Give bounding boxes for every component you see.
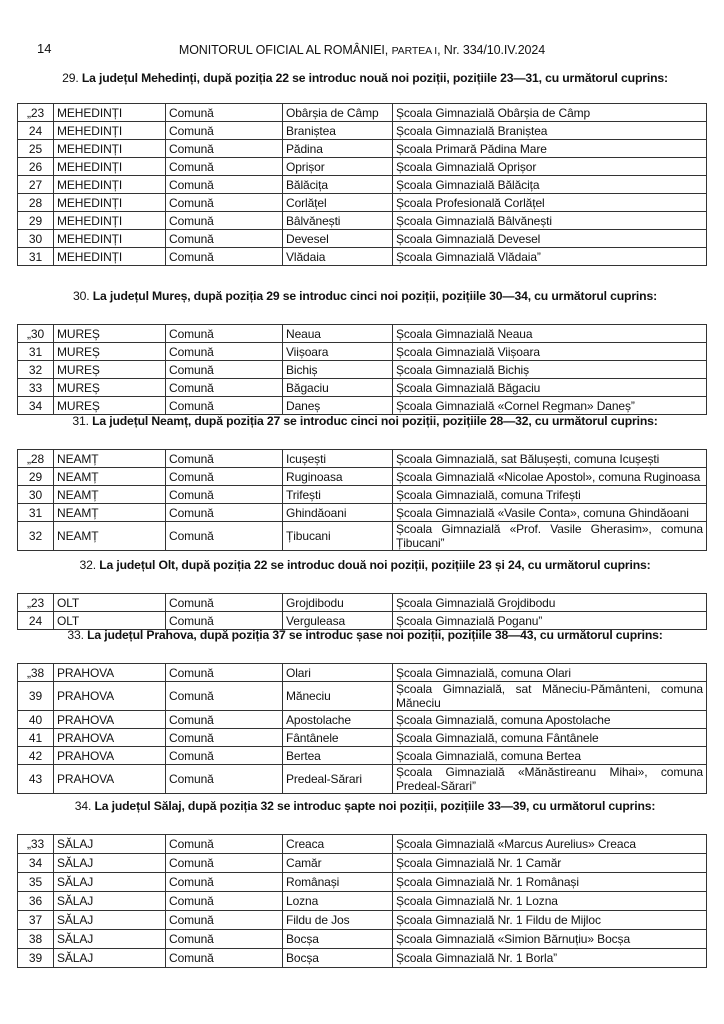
school-name-cell: Școala Gimnazială Neaua — [393, 325, 707, 343]
locality-cell: Predeal-Sărari — [283, 765, 393, 794]
locality-cell: Braniștea — [283, 122, 393, 140]
school-name-cell: Școala Gimnazială Viișoara — [393, 343, 707, 361]
school-name-cell: Școala Gimnazială, comuna Trifești — [393, 486, 707, 504]
table-row — [18, 248, 707, 266]
position-number-cell: 29 — [18, 468, 54, 486]
school-name-cell: Școala Gimnazială «Prof. Vasile Gherasim», comuna Țibucani” — [393, 522, 707, 551]
section-olt — [17, 556, 707, 630]
position-number-cell: 31 — [18, 248, 54, 266]
unit-type-cell: Comună — [166, 230, 283, 248]
school-name-cell: Școala Gimnazială, comuna Apostolache — [393, 711, 707, 729]
locality-cell: Băgaciu — [283, 379, 393, 397]
county-cell: OLT — [54, 594, 166, 612]
locality-cell: Icușești — [283, 450, 393, 468]
county-cell: MEHEDINȚI — [54, 176, 166, 194]
locality-cell: Bocșa — [283, 949, 393, 968]
positions-table — [17, 449, 707, 551]
position-number-cell: 31 — [18, 343, 54, 361]
locality-cell: Fildu de Jos — [283, 911, 393, 930]
section-heading: 29. La județul Mehedinți, după poziția 22 se introduc nouă noi poziții, pozițiile 23—31, cu următorul cuprins: — [62, 71, 668, 85]
unit-type-cell: Comună — [166, 873, 283, 892]
table-row — [18, 522, 707, 551]
school-name-cell: Școala Gimnazială Obârșia de Câmp — [393, 104, 707, 122]
school-name-cell: Școala Gimnazială Nr. 1 Borla” — [393, 949, 707, 968]
table-row — [18, 450, 707, 468]
county-cell: MUREȘ — [54, 379, 166, 397]
position-number-cell: 29 — [18, 212, 54, 230]
position-number-cell: 26 — [18, 158, 54, 176]
table-row — [18, 682, 707, 711]
county-cell: PRAHOVA — [54, 729, 166, 747]
school-name-cell: Școala Gimnazială, comuna Fântânele — [393, 729, 707, 747]
county-cell: PRAHOVA — [54, 765, 166, 794]
table-row — [18, 747, 707, 765]
school-name-cell: Școala Gimnazială «Vasile Conta», comuna Ghindăoani — [393, 504, 707, 522]
locality-cell: Fântânele — [283, 729, 393, 747]
table-row — [18, 122, 707, 140]
school-name-cell: Școala Gimnazială Nr. 1 Lozna — [393, 892, 707, 911]
locality-cell: Bocșa — [283, 930, 393, 949]
county-cell: NEAMȚ — [54, 504, 166, 522]
county-cell: NEAMȚ — [54, 468, 166, 486]
unit-type-cell: Comună — [166, 450, 283, 468]
unit-type-cell: Comună — [166, 122, 283, 140]
unit-type-cell: Comună — [166, 892, 283, 911]
position-number-cell: 30 — [18, 230, 54, 248]
section-mehedinti — [17, 69, 707, 266]
school-name-cell: Școala Gimnazială Oprișor — [393, 158, 707, 176]
position-number-cell: 30 — [18, 486, 54, 504]
position-number-cell: 24 — [18, 612, 54, 630]
positions-table — [17, 103, 707, 266]
unit-type-cell: Comună — [166, 486, 283, 504]
unit-type-cell: Comună — [166, 140, 283, 158]
school-name-cell: Școala Gimnazială «Nicolae Apostol», comuna Ruginoasa — [393, 468, 707, 486]
position-number-cell: 33 — [18, 379, 54, 397]
table-row — [18, 835, 707, 854]
table-row — [18, 911, 707, 930]
locality-cell: Bălăcița — [283, 176, 393, 194]
table-row — [18, 104, 707, 122]
positions-table — [17, 324, 707, 415]
positions-table — [17, 834, 707, 968]
school-name-cell: Școala Gimnazială «Cornel Regman» Daneș” — [393, 397, 707, 415]
county-cell: PRAHOVA — [54, 711, 166, 729]
unit-type-cell: Comună — [166, 158, 283, 176]
school-name-cell: Școala Primară Pădina Mare — [393, 140, 707, 158]
position-number-cell: 35 — [18, 873, 54, 892]
locality-cell: Bichiș — [283, 361, 393, 379]
unit-type-cell: Comună — [166, 930, 283, 949]
unit-type-cell: Comună — [166, 854, 283, 873]
position-number-cell: 39 — [18, 682, 54, 711]
locality-cell: Vlădaia — [283, 248, 393, 266]
school-name-cell: Școala Gimnazială Devesel — [393, 230, 707, 248]
unit-type-cell: Comună — [166, 194, 283, 212]
table-row — [18, 176, 707, 194]
table-row — [18, 361, 707, 379]
school-name-cell: Școala Profesională Corlățel — [393, 194, 707, 212]
section-mures — [17, 287, 707, 415]
position-number-cell: „33 — [18, 835, 54, 854]
locality-cell: Camăr — [283, 854, 393, 873]
county-cell: PRAHOVA — [54, 682, 166, 711]
school-name-cell: Școala Gimnazială «Simion Bărnuțiu» Bocșa — [393, 930, 707, 949]
section-neamt — [17, 412, 707, 551]
table-row — [18, 486, 707, 504]
unit-type-cell: Comună — [166, 379, 283, 397]
unit-type-cell: Comună — [166, 949, 283, 968]
school-name-cell: Școala Gimnazială Braniștea — [393, 122, 707, 140]
county-cell: NEAMȚ — [54, 522, 166, 551]
unit-type-cell: Comună — [166, 104, 283, 122]
table-row — [18, 664, 707, 682]
position-number-cell: „23 — [18, 594, 54, 612]
position-number-cell: 32 — [18, 522, 54, 551]
county-cell: SĂLAJ — [54, 949, 166, 968]
locality-cell: Corlățel — [283, 194, 393, 212]
section-heading: 34. La județul Sălaj, după poziția 32 se introduc șapte noi poziții, pozițiile 33—39, cu următorul cuprins: — [74, 799, 656, 813]
table-row — [18, 594, 707, 612]
page-title: MONITORUL OFICIAL AL ROMÂNIEI, PARTEA I, Nr. 334/10.IV.2024 — [178, 43, 546, 57]
position-number-cell: 43 — [18, 765, 54, 794]
county-cell: SĂLAJ — [54, 892, 166, 911]
unit-type-cell: Comună — [166, 343, 283, 361]
locality-cell: Bâlvănești — [283, 212, 393, 230]
school-name-cell: Școala Gimnazială Grojdibodu — [393, 594, 707, 612]
section-heading: 31. La județul Neamț, după poziția 27 se introduc cinci noi poziții, pozițiile 28—32, cu următorul cuprins: — [72, 414, 658, 428]
county-cell: MUREȘ — [54, 325, 166, 343]
county-cell: MEHEDINȚI — [54, 230, 166, 248]
table-row — [18, 949, 707, 968]
county-cell: MUREȘ — [54, 397, 166, 415]
locality-cell: Grojdibodu — [283, 594, 393, 612]
county-cell: MEHEDINȚI — [54, 212, 166, 230]
unit-type-cell: Comună — [166, 325, 283, 343]
county-cell: MEHEDINȚI — [54, 140, 166, 158]
school-name-cell: Școala Gimnazială Bichiș — [393, 361, 707, 379]
table-row — [18, 194, 707, 212]
table-row — [18, 230, 707, 248]
unit-type-cell: Comună — [166, 468, 283, 486]
unit-type-cell: Comună — [166, 835, 283, 854]
page-header — [0, 41, 724, 61]
section-heading: 30. La județul Mureș, după poziția 29 se introduc cinci noi poziții, pozițiile 30—34, cu următorul cuprins: — [73, 289, 657, 303]
unit-type-cell: Comună — [166, 729, 283, 747]
school-name-cell: Școala Gimnazială Băgaciu — [393, 379, 707, 397]
table-row — [18, 854, 707, 873]
locality-cell: Viișoara — [283, 343, 393, 361]
locality-cell: Trifești — [283, 486, 393, 504]
unit-type-cell: Comună — [166, 176, 283, 194]
county-cell: PRAHOVA — [54, 747, 166, 765]
county-cell: MEHEDINȚI — [54, 248, 166, 266]
school-name-cell: Școala Gimnazială Nr. 1 Camăr — [393, 854, 707, 873]
locality-cell: Apostolache — [283, 711, 393, 729]
locality-cell: Daneș — [283, 397, 393, 415]
locality-cell: Devesel — [283, 230, 393, 248]
county-cell: NEAMȚ — [54, 450, 166, 468]
county-cell: MEHEDINȚI — [54, 194, 166, 212]
locality-cell: Verguleasa — [283, 612, 393, 630]
table-row — [18, 212, 707, 230]
position-number-cell: 34 — [18, 397, 54, 415]
locality-cell: Românași — [283, 873, 393, 892]
position-number-cell: „38 — [18, 664, 54, 682]
unit-type-cell: Comună — [166, 397, 283, 415]
position-number-cell: 32 — [18, 361, 54, 379]
school-name-cell: Școala Gimnazială Bălăcița — [393, 176, 707, 194]
county-cell: SĂLAJ — [54, 930, 166, 949]
locality-cell: Pădina — [283, 140, 393, 158]
county-cell: SĂLAJ — [54, 835, 166, 854]
table-row — [18, 873, 707, 892]
position-number-cell: 24 — [18, 122, 54, 140]
school-name-cell: Școala Gimnazială, sat Măneciu-Pământeni, comuna Măneciu — [393, 682, 707, 711]
unit-type-cell: Comună — [166, 765, 283, 794]
position-number-cell: 42 — [18, 747, 54, 765]
locality-cell: Țibucani — [283, 522, 393, 551]
table-row — [18, 325, 707, 343]
section-heading: 33. La județul Prahova, după poziția 37 se introduc șase noi poziții, pozițiile 38—43, cu următorul cuprins: — [67, 628, 663, 642]
table-row — [18, 729, 707, 747]
school-name-cell: Școala Gimnazială Vlădaia” — [393, 248, 707, 266]
county-cell: MEHEDINȚI — [54, 104, 166, 122]
county-cell: MEHEDINȚI — [54, 122, 166, 140]
section-prahova — [17, 626, 707, 794]
position-number-cell: 41 — [18, 729, 54, 747]
section-salaj — [17, 797, 707, 968]
school-name-cell: Școala Gimnazială «Mănăstireanu Mihai», comuna Predeal-Sărari” — [393, 765, 707, 794]
table-row — [18, 158, 707, 176]
school-name-cell: Școala Gimnazială, sat Bălușești, comuna Icușești — [393, 450, 707, 468]
position-number-cell: „30 — [18, 325, 54, 343]
page-number: 14 — [37, 41, 52, 56]
table-row — [18, 379, 707, 397]
county-cell: MUREȘ — [54, 361, 166, 379]
county-cell: OLT — [54, 612, 166, 630]
unit-type-cell: Comună — [166, 747, 283, 765]
position-number-cell: 34 — [18, 854, 54, 873]
position-number-cell: 31 — [18, 504, 54, 522]
school-name-cell: Școala Gimnazială, comuna Bertea — [393, 747, 707, 765]
locality-cell: Neaua — [283, 325, 393, 343]
school-name-cell: Școala Gimnazială Poganu” — [393, 612, 707, 630]
locality-cell: Oprișor — [283, 158, 393, 176]
locality-cell: Ruginoasa — [283, 468, 393, 486]
unit-type-cell: Comună — [166, 911, 283, 930]
positions-table — [17, 593, 707, 630]
position-number-cell: 38 — [18, 930, 54, 949]
table-row — [18, 892, 707, 911]
unit-type-cell: Comună — [166, 594, 283, 612]
locality-cell: Ghindăoani — [283, 504, 393, 522]
county-cell: SĂLAJ — [54, 911, 166, 930]
county-cell: NEAMȚ — [54, 486, 166, 504]
table-row — [18, 930, 707, 949]
county-cell: SĂLAJ — [54, 854, 166, 873]
unit-type-cell: Comună — [166, 682, 283, 711]
unit-type-cell: Comună — [166, 504, 283, 522]
position-number-cell: 36 — [18, 892, 54, 911]
table-row — [18, 343, 707, 361]
unit-type-cell: Comună — [166, 664, 283, 682]
positions-table — [17, 663, 707, 794]
county-cell: SĂLAJ — [54, 873, 166, 892]
unit-type-cell: Comună — [166, 522, 283, 551]
county-cell: MUREȘ — [54, 343, 166, 361]
position-number-cell: 37 — [18, 911, 54, 930]
unit-type-cell: Comună — [166, 361, 283, 379]
unit-type-cell: Comună — [166, 612, 283, 630]
table-row — [18, 765, 707, 794]
table-row — [18, 504, 707, 522]
locality-cell: Lozna — [283, 892, 393, 911]
locality-cell: Bertea — [283, 747, 393, 765]
school-name-cell: Școala Gimnazială Nr. 1 Românași — [393, 873, 707, 892]
unit-type-cell: Comună — [166, 711, 283, 729]
position-number-cell: „23 — [18, 104, 54, 122]
school-name-cell: Școala Gimnazială, comuna Olari — [393, 664, 707, 682]
position-number-cell: 28 — [18, 194, 54, 212]
locality-cell: Olari — [283, 664, 393, 682]
position-number-cell: 25 — [18, 140, 54, 158]
position-number-cell: „28 — [18, 450, 54, 468]
section-heading: 32. La județul Olt, după poziția 22 se introduc două noi poziții, pozițiile 23 și 24, cu următorul cuprins: — [79, 558, 651, 572]
position-number-cell: 40 — [18, 711, 54, 729]
unit-type-cell: Comună — [166, 248, 283, 266]
position-number-cell: 27 — [18, 176, 54, 194]
position-number-cell: 39 — [18, 949, 54, 968]
school-name-cell: Școala Gimnazială Bâlvănești — [393, 212, 707, 230]
county-cell: MEHEDINȚI — [54, 158, 166, 176]
county-cell: PRAHOVA — [54, 664, 166, 682]
table-row — [18, 711, 707, 729]
unit-type-cell: Comună — [166, 212, 283, 230]
locality-cell: Măneciu — [283, 682, 393, 711]
school-name-cell: Școala Gimnazială Nr. 1 Fildu de Mijloc — [393, 911, 707, 930]
school-name-cell: Școala Gimnazială «Marcus Aurelius» Creaca — [393, 835, 707, 854]
locality-cell: Creaca — [283, 835, 393, 854]
table-row — [18, 140, 707, 158]
locality-cell: Obârșia de Câmp — [283, 104, 393, 122]
table-row — [18, 468, 707, 486]
